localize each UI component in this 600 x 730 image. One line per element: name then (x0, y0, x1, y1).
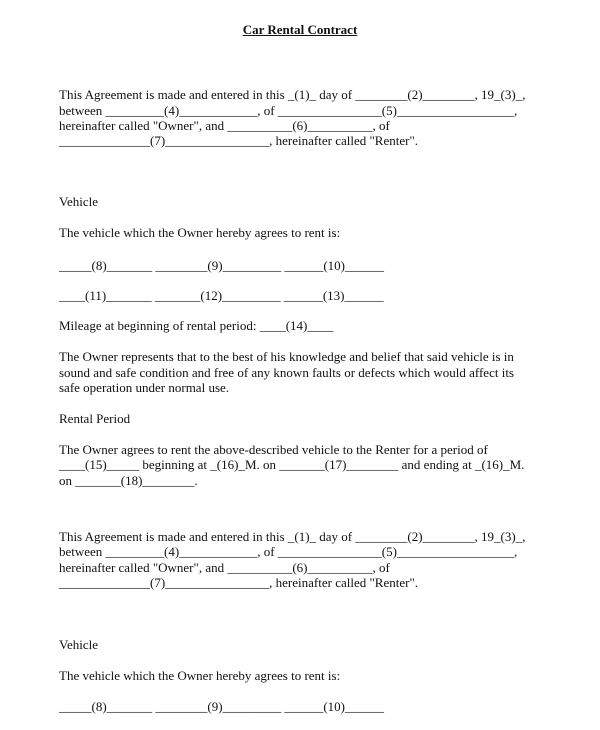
agreement2-line-1: This Agreement is made and entered in this _(1)_ day of ________(2)________, 19_(3)_, (59, 529, 526, 544)
vehicle-blanks-row-3: _____(8)_______ ________(9)_________ ______(10)______ (59, 699, 384, 714)
agreement-line-4: ______________(7)________________, hereinafter called "Renter". (59, 133, 418, 148)
vehicle-intro: The vehicle which the Owner hereby agrees to rent is: (59, 225, 341, 240)
vehicle-intro-2: The vehicle which the Owner hereby agrees to rent is: (59, 668, 341, 683)
rental-line-2: ____(15)_____ beginning at _(16)_M. on _______(17)________ and ending at _(16)_M. (59, 457, 525, 472)
rental-line-3: on _______(18)________. (59, 473, 198, 488)
agreement2-line-3: hereinafter called "Owner", and __________(6)__________, of (59, 560, 390, 575)
rental-line-1: The Owner agrees to rent the above-described vehicle to the Renter for a period of (59, 442, 488, 457)
represents-line-2: sound and safe condition and free of any known faults or defects which would affect its (59, 365, 514, 380)
rental-period-heading: Rental Period (59, 411, 131, 426)
agreement2-line-4: ______________(7)________________, hereinafter called "Renter". (59, 575, 418, 590)
mileage-line: Mileage at beginning of rental period: ____(14)____ (59, 318, 334, 333)
agreement2-line-2: between _________(4)____________, of ________________(5)__________________, (59, 544, 518, 559)
document-title: Car Rental Contract (242, 22, 358, 37)
agreement-line-2: between _________(4)____________, of ________________(5)__________________, (59, 103, 518, 118)
vehicle-blanks-row-1: _____(8)_______ ________(9)_________ ______(10)______ (59, 258, 384, 273)
represents-line-1: The Owner represents that to the best of his knowledge and belief that said vehicle is in (59, 349, 514, 364)
agreement-line-3: hereinafter called "Owner", and __________(6)__________, of (59, 118, 390, 133)
represents-line-3: safe operation under normal use. (59, 380, 230, 395)
agreement-line-1: This Agreement is made and entered in this _(1)_ day of ________(2)________, 19_(3)_, (59, 87, 526, 102)
vehicle-heading-2: Vehicle (59, 637, 98, 652)
vehicle-heading: Vehicle (59, 194, 98, 209)
vehicle-blanks-row-2: ____(11)_______ _______(12)_________ ______(13)______ (59, 288, 384, 303)
